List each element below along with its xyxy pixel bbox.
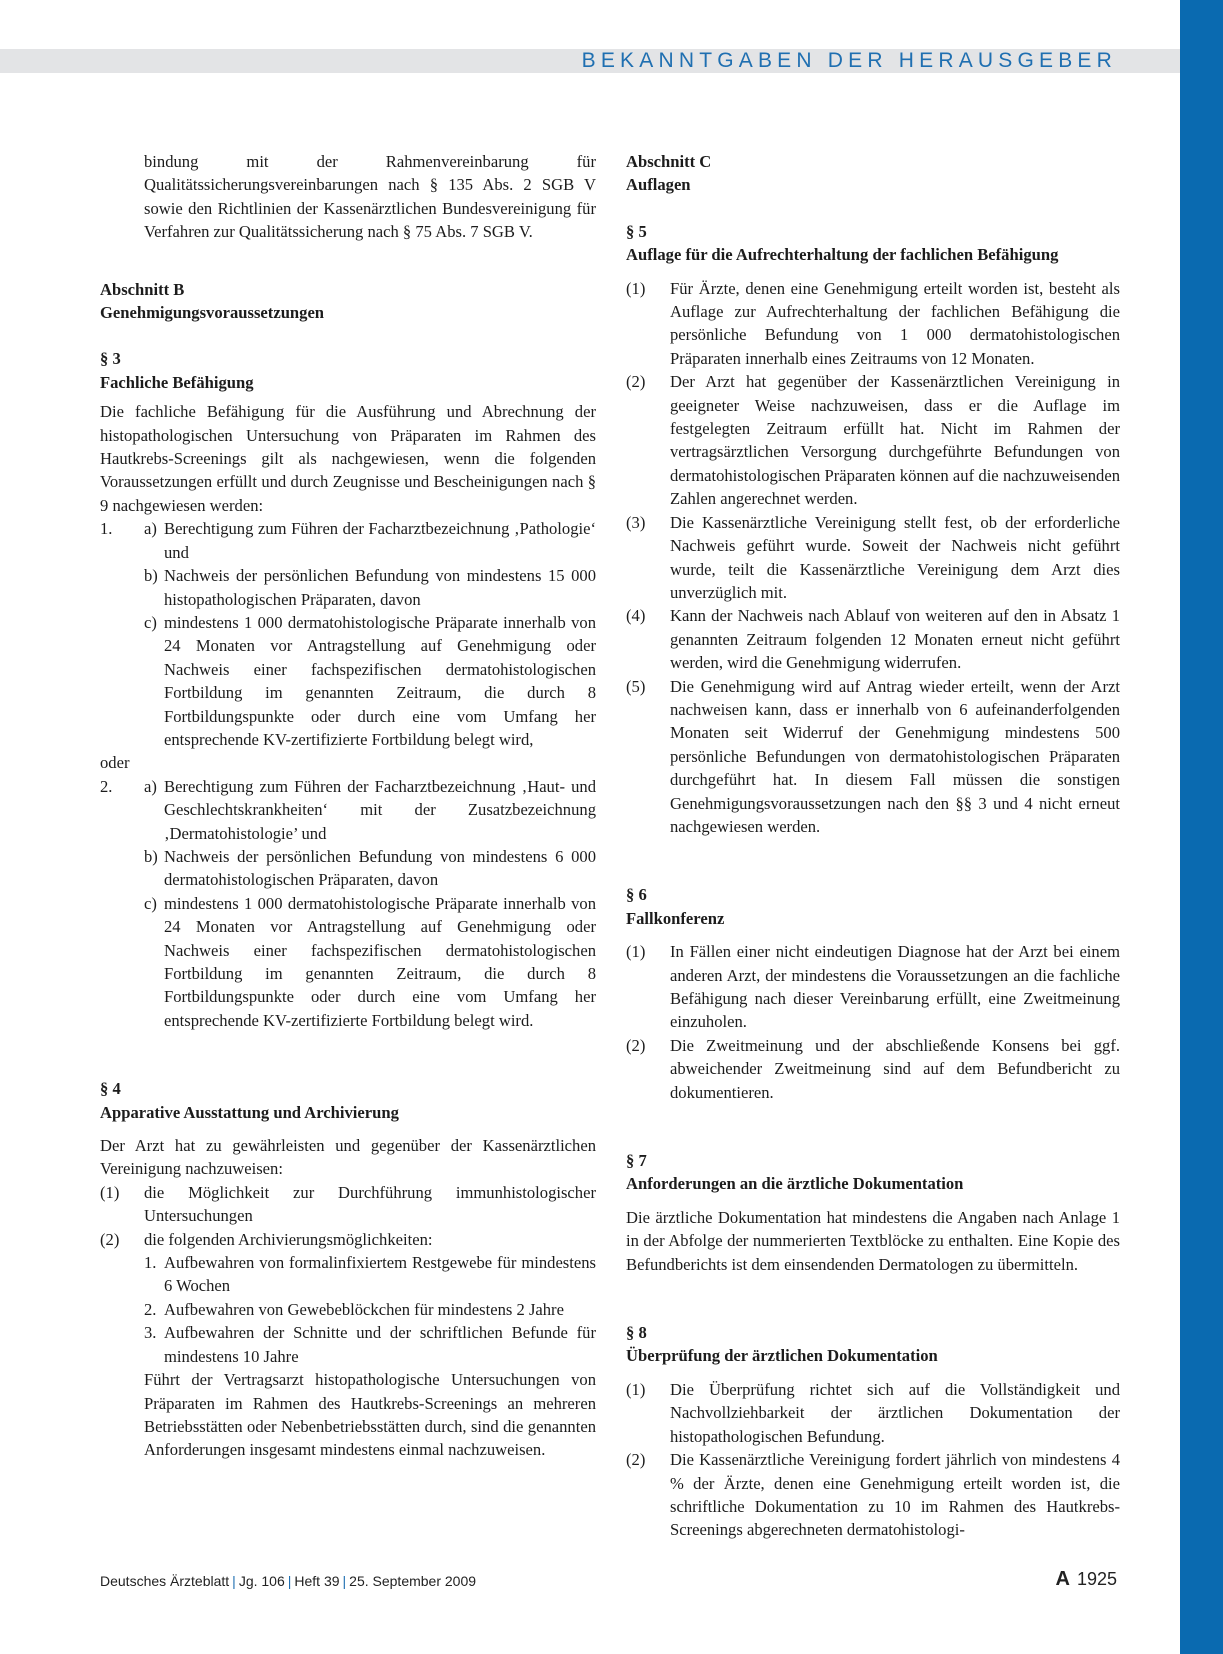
journal-name: Deutsches Ärzteblatt bbox=[100, 1573, 230, 1589]
journal-volume: Jg. 106 bbox=[238, 1573, 285, 1589]
page-number-value: 1925 bbox=[1076, 1569, 1117, 1589]
oder-text: oder bbox=[100, 753, 130, 773]
para-number: (2) bbox=[626, 1450, 646, 1470]
section-3-title: Fachliche Befähigung bbox=[100, 372, 254, 392]
right-column bbox=[626, 150, 1120, 1542]
section-6-para-2 bbox=[626, 1034, 1120, 1104]
section-7-number: § 7 bbox=[626, 1151, 647, 1171]
para-number: (3) bbox=[626, 512, 646, 532]
section-4-title: Apparative Ausstattung und Archivierung bbox=[100, 1102, 399, 1122]
sub-label: a) bbox=[144, 519, 157, 539]
sub-label: a) bbox=[144, 776, 157, 796]
section-5-para-5 bbox=[626, 675, 1120, 839]
left-column bbox=[100, 150, 596, 1462]
footer-citation: Deutsches Ärzteblatt | Jg. 106 | Heft 39 | 25. September 2009 bbox=[100, 1573, 477, 1589]
section-5-number: § 5 bbox=[626, 221, 647, 241]
archive-text: Aufbewahren der Schnitte und der schriftlichen Befunde für mindestens 10 Jahre bbox=[164, 1323, 596, 1366]
para-text: Für Ärzte, denen eine Genehmigung erteilt worden ist, besteht als Auflage zur Aufrechterhaltung der fachlichen Befähigung die persönliche Befundung von 1 000 dermatohistologischen Präparaten innerhalb eines Zeitraums von 12 Monaten. bbox=[670, 278, 1120, 368]
section-5-title: Auflage für die Aufrechterhaltung der fachlichen Befähigung bbox=[626, 245, 1059, 265]
para-text: Die Kassenärztliche Vereinigung fordert jährlich von mindestens 4 % der Ärzte, denen eine Genehmigung erteilt worden ist, die schriftliche Dokumentation zu 10 im Rahmen des Hautkrebs-Screenings abgerechneten dermatohistologi- bbox=[670, 1450, 1120, 1540]
list-number: 1. bbox=[100, 519, 113, 539]
para-number: (4) bbox=[626, 606, 646, 626]
section-3-number: § 3 bbox=[100, 349, 121, 369]
section-header-title: BEKANNTGABEN DER HERAUSGEBER bbox=[581, 49, 1117, 72]
item-2a: Berechtigung zum Führen der Facharztbezeichnung ‚Haut- und Geschlechtskrankheiten‘ mit der Zusatzbezeichnung ‚Dermatohistologie’ und bbox=[164, 776, 596, 843]
para-text: Die Zweitmeinung und der abschließende Konsens bei ggf. abweichender Zweitmeinung sind auf dem Befundbericht zu dokumentieren. bbox=[670, 1035, 1120, 1102]
item-1a: Berechtigung zum Führen der Facharztbezeichnung ‚Pathologie‘ und bbox=[164, 519, 596, 562]
section-4-para-1 bbox=[100, 1181, 596, 1228]
section-6-title: Fallkonferenz bbox=[626, 908, 725, 928]
section-4-number: § 4 bbox=[100, 1079, 121, 1099]
item-2c: mindestens 1 000 dermatohistologische Präparate innerhalb von 24 Monaten vor Antragstellung auf Genehmigung oder Nachweis einer fachspezifischen dermatohistologischen Fortbildung im genannten Zeitraum, die durch 8 Fortbildungspunkte oder durch eine vom Umfang her entsprechende KV-zertifizierte Fortbildung belegt wird. bbox=[164, 893, 596, 1030]
section-8-number: § 8 bbox=[626, 1323, 647, 1343]
section-8-para-1 bbox=[626, 1378, 1120, 1448]
para-number: (2) bbox=[626, 372, 646, 392]
section-5-para-3 bbox=[626, 511, 1120, 605]
para-text: die Möglichkeit zur Durchführung immunhistologischer Untersuchungen bbox=[144, 1182, 596, 1226]
abschnitt-c-label: Abschnitt C bbox=[626, 152, 712, 171]
para-number: (1) bbox=[100, 1182, 120, 1202]
sub-label: c) bbox=[144, 893, 157, 913]
item-2b: Nachweis der persönlichen Befundung von mindestens 6 000 dermatohistologischen Präparaten, davon bbox=[164, 846, 596, 890]
para-text: In Fällen einer nicht eindeutigen Diagnose hat der Arzt bei einem anderen Arzt, der mindestens die Voraussetzungen an die fachliche Befähigung nach dieser Vereinbarung erfüllt, eine Zweitmeinung einzuholen. bbox=[670, 942, 1120, 1032]
item-1c: mindestens 1 000 dermatohistologische Präparate innerhalb von 24 Monaten vor Antragstellung auf Genehmigung oder Nachweis einer fachspezifischen dermatohistologischen Fortbildung im genannten Zeitraum, die durch 8 Fortbildungspunkte oder durch eine vom Umfang her entsprechende KV-zertifizierte Fortbildung belegt wird, bbox=[164, 612, 596, 749]
page-number bbox=[1055, 1568, 1117, 1591]
blue-side-strip bbox=[1180, 0, 1223, 1654]
abschnitt-c-title: Auflagen bbox=[626, 175, 691, 195]
para-text: Die Kassenärztliche Vereinigung stellt fest, ob der erforderliche Nachweis geführt wurde. Soweit der Nachweis nicht geführt wurde, teilt die Kassenärztliche Vereinigung dem Arzt dies unverzüglich mit. bbox=[670, 512, 1120, 602]
section-4-intro: Der Arzt hat zu gewährleisten und gegenüber der Kassenärztlichen Vereinigung nachzuweisen: bbox=[100, 1136, 596, 1179]
para-number: (1) bbox=[626, 278, 646, 298]
archive-item-2 bbox=[100, 1298, 596, 1321]
para-number: (5) bbox=[626, 676, 646, 696]
sub-label: c) bbox=[144, 612, 157, 632]
section-5-para-1 bbox=[626, 277, 1120, 371]
para-number: (2) bbox=[100, 1229, 120, 1249]
para-text: die folgenden Archivierungsmöglichkeiten: bbox=[144, 1229, 433, 1249]
archive-item-1 bbox=[100, 1251, 596, 1298]
section-5-para-4 bbox=[626, 604, 1120, 674]
item-1b: Nachweis der persönlichen Befundung von mindestens 15 000 histopathologischen Präparaten, davon bbox=[164, 566, 596, 609]
section-6-para-1 bbox=[626, 940, 1120, 1034]
section-4-para-2 bbox=[100, 1228, 596, 1251]
archive-number: 2. bbox=[144, 1299, 157, 1319]
list-number: 2. bbox=[100, 776, 113, 796]
archive-text: Aufbewahren von Gewebeblöckchen für mindestens 2 Jahre bbox=[164, 1299, 564, 1319]
para-number: (2) bbox=[626, 1035, 646, 1055]
para-number: (1) bbox=[626, 1379, 646, 1399]
archive-number: 3. bbox=[144, 1323, 157, 1343]
sub-label: b) bbox=[144, 566, 158, 586]
archive-number: 1. bbox=[144, 1253, 157, 1273]
journal-date: 25. September 2009 bbox=[349, 1573, 477, 1589]
section-7-text: Die ärztliche Dokumentation hat mindestens die Angaben nach Anlage 1 in der Abfolge der nummerierten Textblöcke zu enthalten. Eine Kopie des Befundberichts ist dem einsendenden Dermatologen zu übermitteln. bbox=[626, 1207, 1120, 1274]
archive-item-3 bbox=[100, 1321, 596, 1368]
abschnitt-b-label: Abschnitt B bbox=[100, 279, 185, 299]
section-4-closing: Führt der Vertragsarzt histopathologische Untersuchungen von Präparaten im Rahmen des Hautkrebs-Screenings an mehreren Betriebsstätten oder Nebenbetriebsstätten durch, sind die genannten Anforderungen insgesamt mindestens einmal nachzuweisen. bbox=[144, 1370, 596, 1460]
journal-issue: Heft 39 bbox=[294, 1573, 340, 1589]
sub-label: b) bbox=[144, 846, 158, 866]
intro-paragraph: bindung mit der Rahmenvereinbarung für Qualitätssicherungsvereinbarungen nach § 135 Abs. 2 SGB V sowie den Richtlinien der Kassenärztlichen Bundesvereinigung für Verfahren zur Qualitätssicherung nach § 75 Abs. 7 SGB V. bbox=[144, 152, 596, 242]
archive-text: Aufbewahren von formalinfixiertem Restgewebe für mindestens 6 Wochen bbox=[164, 1253, 596, 1296]
section-6-number: § 6 bbox=[626, 885, 647, 905]
section-7-title: Anforderungen an die ärztliche Dokumentation bbox=[626, 1174, 964, 1194]
edition-letter: A bbox=[1055, 1568, 1070, 1590]
abschnitt-b-title: Genehmigungsvoraussetzungen bbox=[100, 303, 325, 323]
para-text: Kann der Nachweis nach Ablauf von weiteren auf den in Absatz 1 genannten Zeitraum folgenden 12 Monaten erneut nicht geführt werden, wird die Genehmigung widerrufen. bbox=[670, 606, 1120, 673]
para-number: (1) bbox=[626, 942, 646, 962]
section-8-title: Überprüfung der ärztlichen Dokumentation bbox=[626, 1346, 938, 1366]
para-text: Die Überprüfung richtet sich auf die Vollständigkeit und Nachvollziehbarkeit der ärztlichen Dokumentation der histopathologischen Befundung. bbox=[670, 1379, 1120, 1446]
section-8-para-2 bbox=[626, 1448, 1120, 1542]
para-text: Die Genehmigung wird auf Antrag wieder erteilt, wenn der Arzt nachweisen kann, dass er innerhalb von 6 aufeinanderfolgenden Monaten seit Widerruf der Genehmigung mindestens 500 persönliche Befundungen von dermatohistologischen Präparaten durchgeführt hat. In diesem Fall müssen die sonstigen Genehmigungsvoraussetzungen nach den §§ 3 und 4 nicht erneut nachgewiesen werden. bbox=[670, 676, 1120, 836]
para-text: Der Arzt hat gegenüber der Kassenärztlichen Vereinigung in geeigneter Weise nachzuweisen, dass er die Auflage im festgelegten Zeitraum erfüllt hat. Nicht im Rahmen der vertragsärztlichen Versorgung durchgeführte Befundungen von dermatohistologischen Präparaten können auf die nachzuweisenden Zahlen angerechnet werden. bbox=[670, 372, 1120, 509]
list-item-1 bbox=[100, 517, 596, 751]
section-3-intro: Die fachliche Befähigung für die Ausführung und Abrechnung der histopathologischen Untersuchung von Präparaten im Rahmen des Hautkrebs-Screenings gilt als nachgewiesen, wenn die folgenden Voraussetzungen erfüllt und durch Zeugnisse und Bescheinigungen nach § 9 nachgewiesen werden: bbox=[100, 402, 596, 515]
list-item-2 bbox=[100, 775, 596, 1032]
section-5-para-2 bbox=[626, 370, 1120, 510]
